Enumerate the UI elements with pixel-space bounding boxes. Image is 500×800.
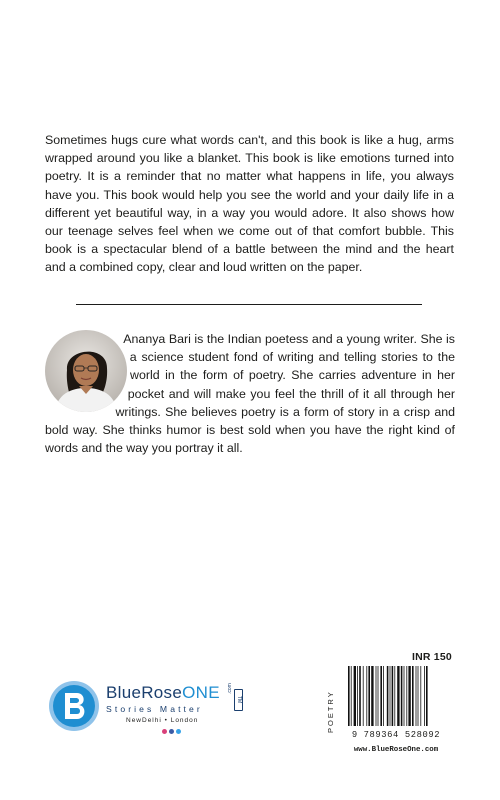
- genre-label: POETRY: [326, 690, 335, 733]
- publisher-name-bluerose: BlueRose: [106, 683, 183, 702]
- publisher-logo-icon: [48, 680, 100, 732]
- publisher-trademark: TM: [234, 689, 243, 711]
- back-cover-blurb: Sometimes hugs cure what words can't, and this book is like a hug, arms wrapped around you like a blanket. This book is like emotions turned into poetry. It is a reminder that no matter what happens in life, you always have you. This book would help you see the world and your daily life in a different yet beautiful way, in a way you would adore. It also shows how our teenage selves feel when we come out of that comfort bubble. This book is a spectacular blend of a battle between the mind and the heart and a combined copy, clear and loud written on the paper.: [45, 133, 454, 275]
- author-bio: [45, 330, 455, 457]
- social-icons: [162, 729, 181, 734]
- publisher-dotcom: .com: [227, 683, 233, 694]
- publisher-name: [106, 683, 220, 703]
- publisher-website: www.BlueRoseOne.com: [353, 746, 439, 754]
- publisher-cities: NewDelhi • London: [126, 717, 199, 724]
- twitter-icon: [176, 729, 181, 734]
- divider-line: [76, 304, 422, 305]
- publisher-name-one: ONE: [182, 683, 220, 702]
- facebook-icon: [169, 729, 174, 734]
- author-bio-text: Ananya Bari is the Indian poetess and a young writer. She is a science student fond of writing and telling stories to the world in the form of poetry. She carries adventure in her pocket and will make you feel the thrill of it all through her writings. She believes poetry is a form of story in a crisp and bold way. She thinks humor is best sold when you have the right kind of words and the way you portray it all.: [45, 332, 455, 456]
- author-photo: [45, 330, 127, 412]
- isbn-number: 9 789364 528092: [351, 730, 441, 740]
- price-label: INR 150: [412, 651, 452, 663]
- publisher-tagline: Stories Matter: [106, 704, 203, 714]
- instagram-icon: [162, 729, 167, 734]
